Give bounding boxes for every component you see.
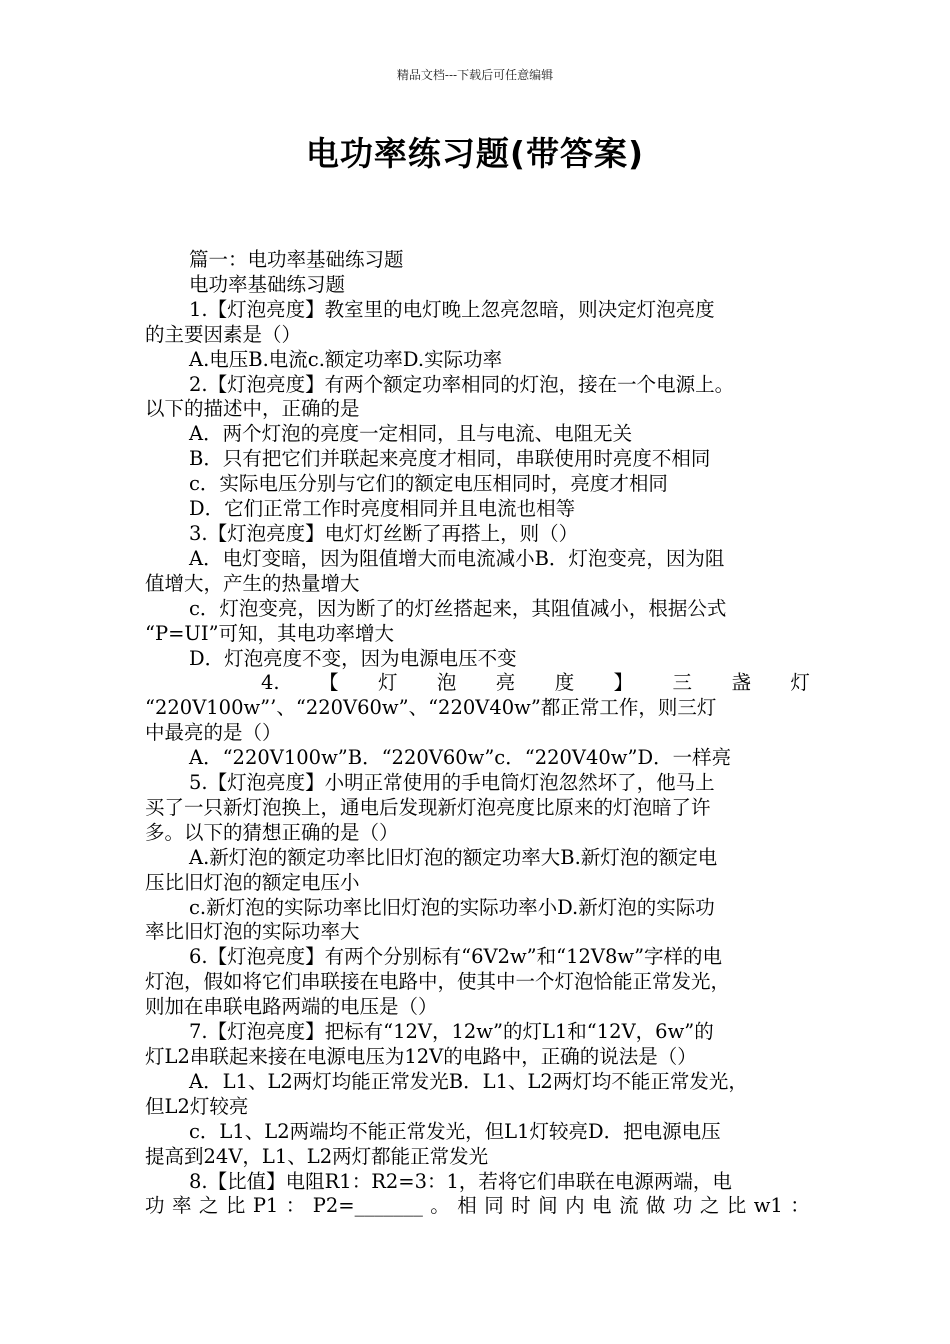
q4-token: 】 <box>613 671 634 695</box>
question-5-line-1: 5.【灯泡亮度】小明正常使用的手电筒灯泡忽然坏了，他马上 <box>189 771 715 795</box>
q8-token: 同 <box>484 1194 504 1218</box>
q4-token: 4. <box>261 671 280 695</box>
question-3-option-d: D．灯泡亮度不变，因为电源电压不变 <box>189 646 517 670</box>
question-5-option-ab-line-1: A.新灯泡的额定功率比旧灯泡的额定功率大B.新灯泡的额定电 <box>189 845 718 869</box>
question-3-option-c-line-1: c．灯泡变亮，因为断了的灯丝搭起来，其阻值减小，根据公式 <box>189 596 727 620</box>
q8-token: P1 <box>252 1194 279 1218</box>
q8-token: ： <box>285 1194 306 1218</box>
question-7-option-cd-line-1: c．L1、L2两端均不能正常发光，但L1灯较亮D．把电源电压 <box>189 1119 721 1143</box>
question-1-line-1: 1.【灯泡亮度】教室里的电灯晚上忽亮忽暗，则决定灯泡亮度 <box>189 297 715 321</box>
q8-token: 之 <box>699 1194 720 1218</box>
q8-token: 。 <box>430 1194 450 1218</box>
question-7-line-1: 7.【灯泡亮度】把标有“12V，12w”的灯L1和“12V，6w”的 <box>189 1020 714 1044</box>
subsection-heading: 电功率基础练习题 <box>189 272 346 296</box>
q8-token: 相 <box>457 1194 477 1218</box>
question-4-options: A．“220V100w”B．“220V60w”c．“220V40w”D．一样亮 <box>189 746 732 770</box>
question-8-line-1: 8.【比值】电阻R1：R2=3：1，若将它们串联在电源两端，电 <box>189 1169 732 1193</box>
question-1-options: A.电压B.电流c.额定功率D.实际功率 <box>189 347 503 371</box>
question-7-option-ab-line-1: A．L1、L2两灯均能正常发光B．L1、L2两灯均不能正常发光， <box>189 1069 748 1093</box>
q8-token: 做 <box>645 1194 666 1218</box>
q8-token: ： <box>790 1194 810 1218</box>
q4-token: 泡 <box>436 671 457 695</box>
q8-token: 电 <box>592 1194 612 1218</box>
question-8-line-2 <box>145 1194 810 1219</box>
question-6-line-1: 6.【灯泡亮度】有两个分别标有“6V2w”和“12V8w”字样的电 <box>189 945 723 969</box>
q8-token: w1 <box>753 1194 783 1218</box>
q8-token: 比 <box>225 1194 246 1218</box>
question-5-option-cd-line-2: 率比旧灯泡的实际功率大 <box>145 920 360 944</box>
question-4-line-3: 中最亮的是（） <box>145 721 282 745</box>
question-2-line-2: 以下的描述中，正确的是 <box>145 397 360 421</box>
question-5-option-cd-line-1: c.新灯泡的实际功率比旧灯泡的实际功率小D.新灯泡的实际功 <box>189 895 715 919</box>
q8-token: 比 <box>726 1194 747 1218</box>
question-5-line-3: 多。以下的猜想正确的是（） <box>145 820 399 844</box>
question-7-line-2: 灯L2串联起来接在电源电压为12V的电路中，正确的说法是（） <box>145 1045 697 1068</box>
question-4-line-1 <box>145 671 810 696</box>
question-7-option-ab-line-2: 但L2灯较亮 <box>145 1094 249 1118</box>
q8-token: 之 <box>198 1194 219 1218</box>
question-2-line-1: 2.【灯泡亮度】有两个额定功率相同的灯泡，接在一个电源上。 <box>189 372 735 396</box>
q4-token: 盏 <box>731 671 751 695</box>
question-5-line-2: 买了一只新灯泡换上，通电后发现新灯泡亮度比原来的灯泡暗了许 <box>145 795 711 819</box>
q4-token: 三 <box>672 671 693 695</box>
q4-token: 灯 <box>790 671 810 695</box>
question-3-option-ab-line-1: A．电灯变暗，因为阻值增大而电流减小B．灯泡变亮，因为阻 <box>189 546 725 570</box>
q8-token: 时 <box>511 1194 531 1218</box>
question-2-option-a: A．两个灯泡的亮度一定相同，且与电流、电阻无关 <box>189 422 633 446</box>
question-1-line-2: 的主要因素是（） <box>145 322 302 346</box>
q8-token: 内 <box>565 1194 585 1218</box>
question-5-option-ab-line-2: 压比旧灯泡的额定电压小 <box>145 870 360 894</box>
question-3-option-c-line-2: “P=UI”可知，其电功率增大 <box>145 621 395 645</box>
question-7-option-cd-line-2: 提高到24V，L1、L2两灯都能正常发光 <box>145 1144 489 1168</box>
section-heading: 篇一：电功率基础练习题 <box>189 248 404 271</box>
page-header: 精品文档---下载后可任意编辑 <box>396 68 554 82</box>
q8-token: P2=_______ <box>312 1194 423 1218</box>
question-2-option-c: c．实际电压分别与它们的额定电压相同时，亮度才相同 <box>189 472 668 496</box>
q8-token: 率 <box>171 1194 192 1218</box>
question-3-line-1: 3.【灯泡亮度】电灯灯丝断了再搭上，则（） <box>189 521 579 545</box>
q4-token: 【 <box>319 671 339 695</box>
q4-token: 度 <box>554 671 575 695</box>
q8-token: 功 <box>672 1194 693 1218</box>
question-6-line-2: 灯泡，假如将它们串联接在电路中，使其中一个灯泡恰能正常发光， <box>145 970 731 994</box>
document-body <box>145 248 810 1219</box>
q8-token: 流 <box>618 1194 639 1218</box>
question-3-option-ab-line-2: 值增大，产生的热量增大 <box>145 571 360 595</box>
question-2-option-d: D．它们正常工作时亮度相同并且电流也相等 <box>189 497 576 521</box>
question-6-line-3: 则加在串联电路两端的电压是（） <box>145 995 438 1019</box>
q4-token: 灯 <box>377 671 398 695</box>
q8-token: 功 <box>145 1194 165 1218</box>
question-2-option-b: B．只有把它们并联起来亮度才相同，串联使用时亮度不相同 <box>189 447 711 471</box>
question-4-line-2: “220V100w”’、“220V60w”、“220V40w”都正常工作，则三灯 <box>145 696 717 720</box>
document-title: 电功率练习题(带答案) <box>305 134 645 173</box>
q8-token: 间 <box>538 1194 558 1218</box>
q4-token: 亮 <box>495 671 516 695</box>
